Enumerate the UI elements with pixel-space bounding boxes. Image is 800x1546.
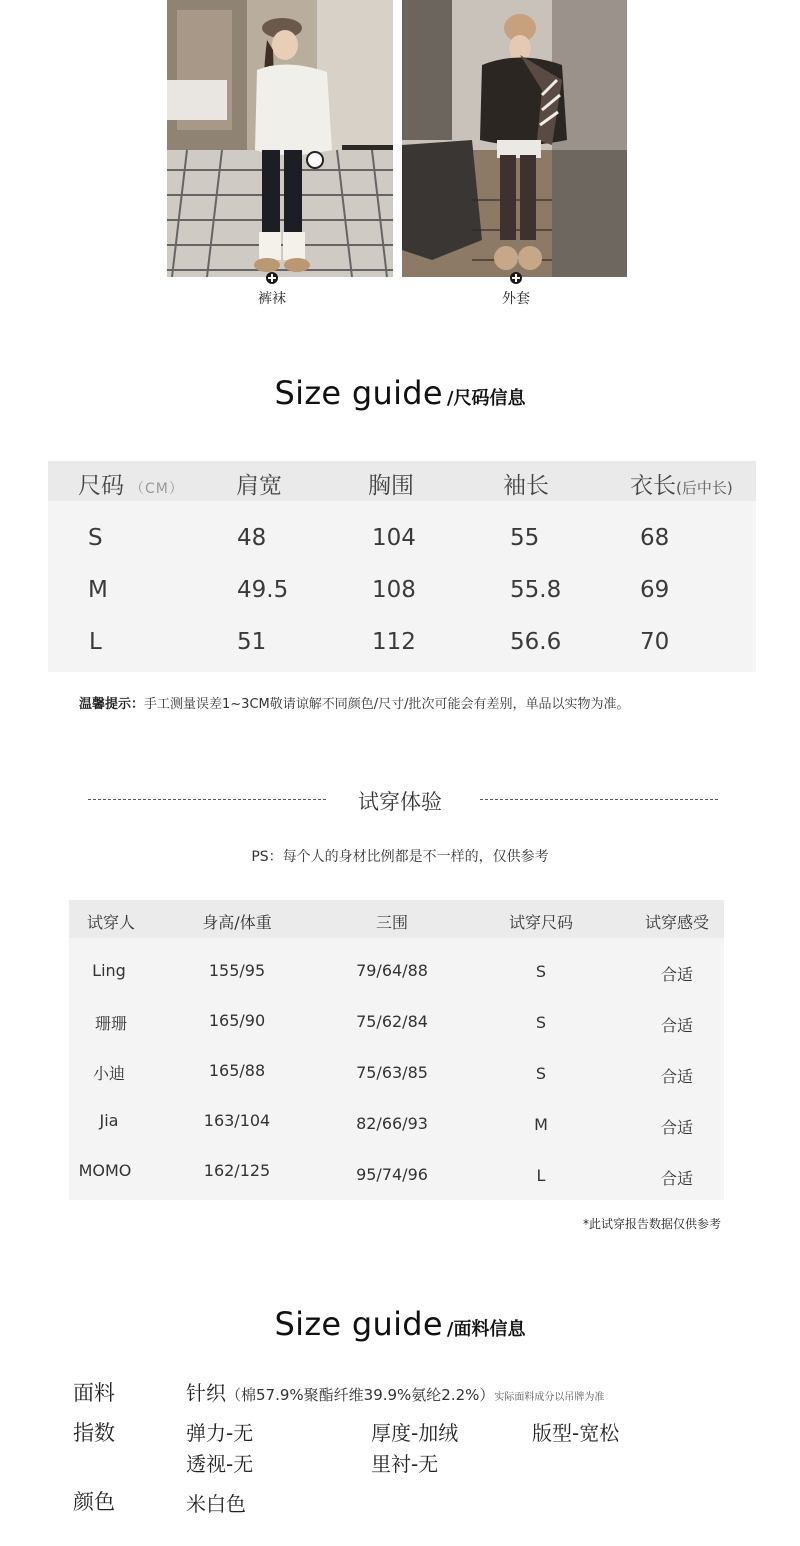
material-label: 面料 — [73, 1381, 115, 1405]
tryon-cell-person: Ling — [92, 961, 126, 980]
tryon-cell-size: M — [534, 1115, 548, 1134]
tryon-cell-person: 小迪 — [92, 1064, 125, 1083]
tryon-cell-height-weight: 155/95 — [208, 961, 266, 980]
tryon-cell-measurements: 75/63/85 — [356, 1063, 428, 1082]
tryon-cell-height-weight: 162/125 — [203, 1161, 271, 1180]
photo-caption: 外套 — [502, 291, 530, 307]
tryon-header-size: 试穿尺码 — [508, 913, 573, 932]
tryon-header-person: 试穿人 — [86, 913, 135, 932]
material-note: 实际面料成分以吊牌为准 — [494, 1392, 605, 1403]
chest-cell: 112 — [372, 629, 416, 655]
tryon-title-row — [0, 786, 800, 816]
size-guide-subtitle: /尺码信息 — [446, 388, 526, 409]
chest-cell: 108 — [372, 577, 416, 603]
tryon-cell-person: MOMO — [78, 1161, 132, 1180]
tryon-table — [69, 900, 724, 1200]
sleeve-cell: 55 — [510, 525, 540, 551]
photo-caption: 裤袜 — [258, 291, 286, 307]
plus-icon — [510, 272, 522, 284]
fabric-subtitle: /面料信息 — [446, 1319, 526, 1340]
size-cell: M — [88, 577, 108, 603]
fabric-heading — [0, 1305, 800, 1343]
product-photo-right — [402, 0, 627, 277]
color-label: 颜色 — [73, 1490, 115, 1514]
see-through-value: 透视-无 — [186, 1452, 254, 1476]
elasticity-value: 弹力-无 — [186, 1421, 254, 1445]
header-length-label: 衣长 — [630, 473, 676, 499]
measurement-tip — [79, 693, 630, 712]
tryon-cell-feel: 合适 — [660, 1169, 693, 1188]
product-photo-left — [167, 0, 393, 277]
size-table-header-size — [78, 467, 184, 500]
tryon-cell-height-weight: 165/90 — [208, 1011, 266, 1030]
material-row — [186, 1377, 604, 1406]
color-value: 米白色 — [186, 1492, 246, 1516]
shoulder-cell: 49.5 — [237, 577, 289, 603]
tryon-cell-measurements: 75/62/84 — [356, 1012, 428, 1031]
size-table-header-chest: 胸围 — [368, 473, 414, 499]
shoulder-cell: 51 — [237, 629, 267, 655]
header-size-unit: （CM） — [130, 481, 184, 497]
length-cell: 69 — [640, 577, 670, 603]
sleeve-cell: 55.8 — [510, 577, 562, 603]
dashed-divider — [480, 799, 718, 800]
tryon-cell-feel: 合适 — [660, 1016, 693, 1035]
shoulder-cell: 48 — [237, 525, 267, 551]
sleeve-cell: 56.6 — [510, 629, 562, 655]
tryon-cell-feel: 合适 — [660, 1118, 693, 1137]
tryon-header-height-weight: 身高/体重 — [202, 913, 272, 932]
size-guide-title: Size guide — [274, 374, 443, 412]
fit-value: 版型-宽松 — [532, 1421, 620, 1445]
tryon-header-feel: 试穿感受 — [644, 913, 709, 932]
chest-cell: 104 — [372, 525, 416, 551]
tip-label: 温馨提示： — [79, 697, 145, 712]
tryon-cell-feel: 合适 — [660, 965, 693, 984]
header-size-label: 尺码 — [78, 473, 124, 499]
fabric-title: Size guide — [274, 1305, 443, 1343]
header-length-note: (后中长) — [676, 479, 733, 497]
size-table-header-sleeve: 袖长 — [503, 473, 549, 499]
tip-text: 手工测量误差1~3CM敬请谅解不同颜色/尺寸/批次可能会有差别，单品以实物为准。 — [144, 697, 630, 712]
tryon-cell-size: L — [536, 1166, 546, 1185]
tryon-cell-height-weight: 165/88 — [208, 1061, 266, 1080]
index-label: 指数 — [73, 1421, 115, 1445]
size-guide-heading — [0, 374, 800, 412]
tryon-cell-size: S — [535, 962, 547, 981]
size-table-header-shoulder: 肩宽 — [236, 473, 282, 499]
tryon-header-measurements: 三围 — [375, 913, 408, 932]
tryon-cell-height-weight: 163/104 — [203, 1111, 271, 1130]
size-cell: S — [88, 525, 103, 551]
tryon-cell-measurements: 95/74/96 — [356, 1165, 428, 1184]
length-cell: 70 — [640, 629, 670, 655]
size-table-header-length — [630, 467, 733, 500]
tryon-title: 试穿体验 — [358, 790, 442, 814]
tryon-cell-feel: 合适 — [660, 1067, 693, 1086]
dashed-divider — [88, 799, 326, 800]
tryon-cell-measurements: 79/64/88 — [356, 961, 428, 980]
tryon-cell-size: S — [535, 1064, 547, 1083]
lining-value: 里衬-无 — [371, 1452, 439, 1476]
tryon-cell-size: S — [535, 1013, 547, 1032]
size-cell: L — [89, 629, 102, 655]
tryon-cell-measurements: 82/66/93 — [356, 1114, 428, 1133]
thickness-value: 厚度-加绒 — [371, 1421, 459, 1445]
tryon-cell-person: 珊珊 — [94, 1014, 127, 1033]
tryon-ps-note: PS：每个人的身材比例都是不一样的，仅供参考 — [251, 849, 549, 865]
tryon-footnote: *此试穿报告数据仅供参考 — [582, 1217, 721, 1231]
material-value: 针织 — [186, 1381, 226, 1405]
length-cell: 68 — [640, 525, 670, 551]
plus-icon — [266, 272, 278, 284]
tryon-cell-person: Jia — [99, 1111, 119, 1130]
material-detail: （棉57.9%聚酯纤维39.9%氨纶2.2%） — [226, 1386, 495, 1404]
